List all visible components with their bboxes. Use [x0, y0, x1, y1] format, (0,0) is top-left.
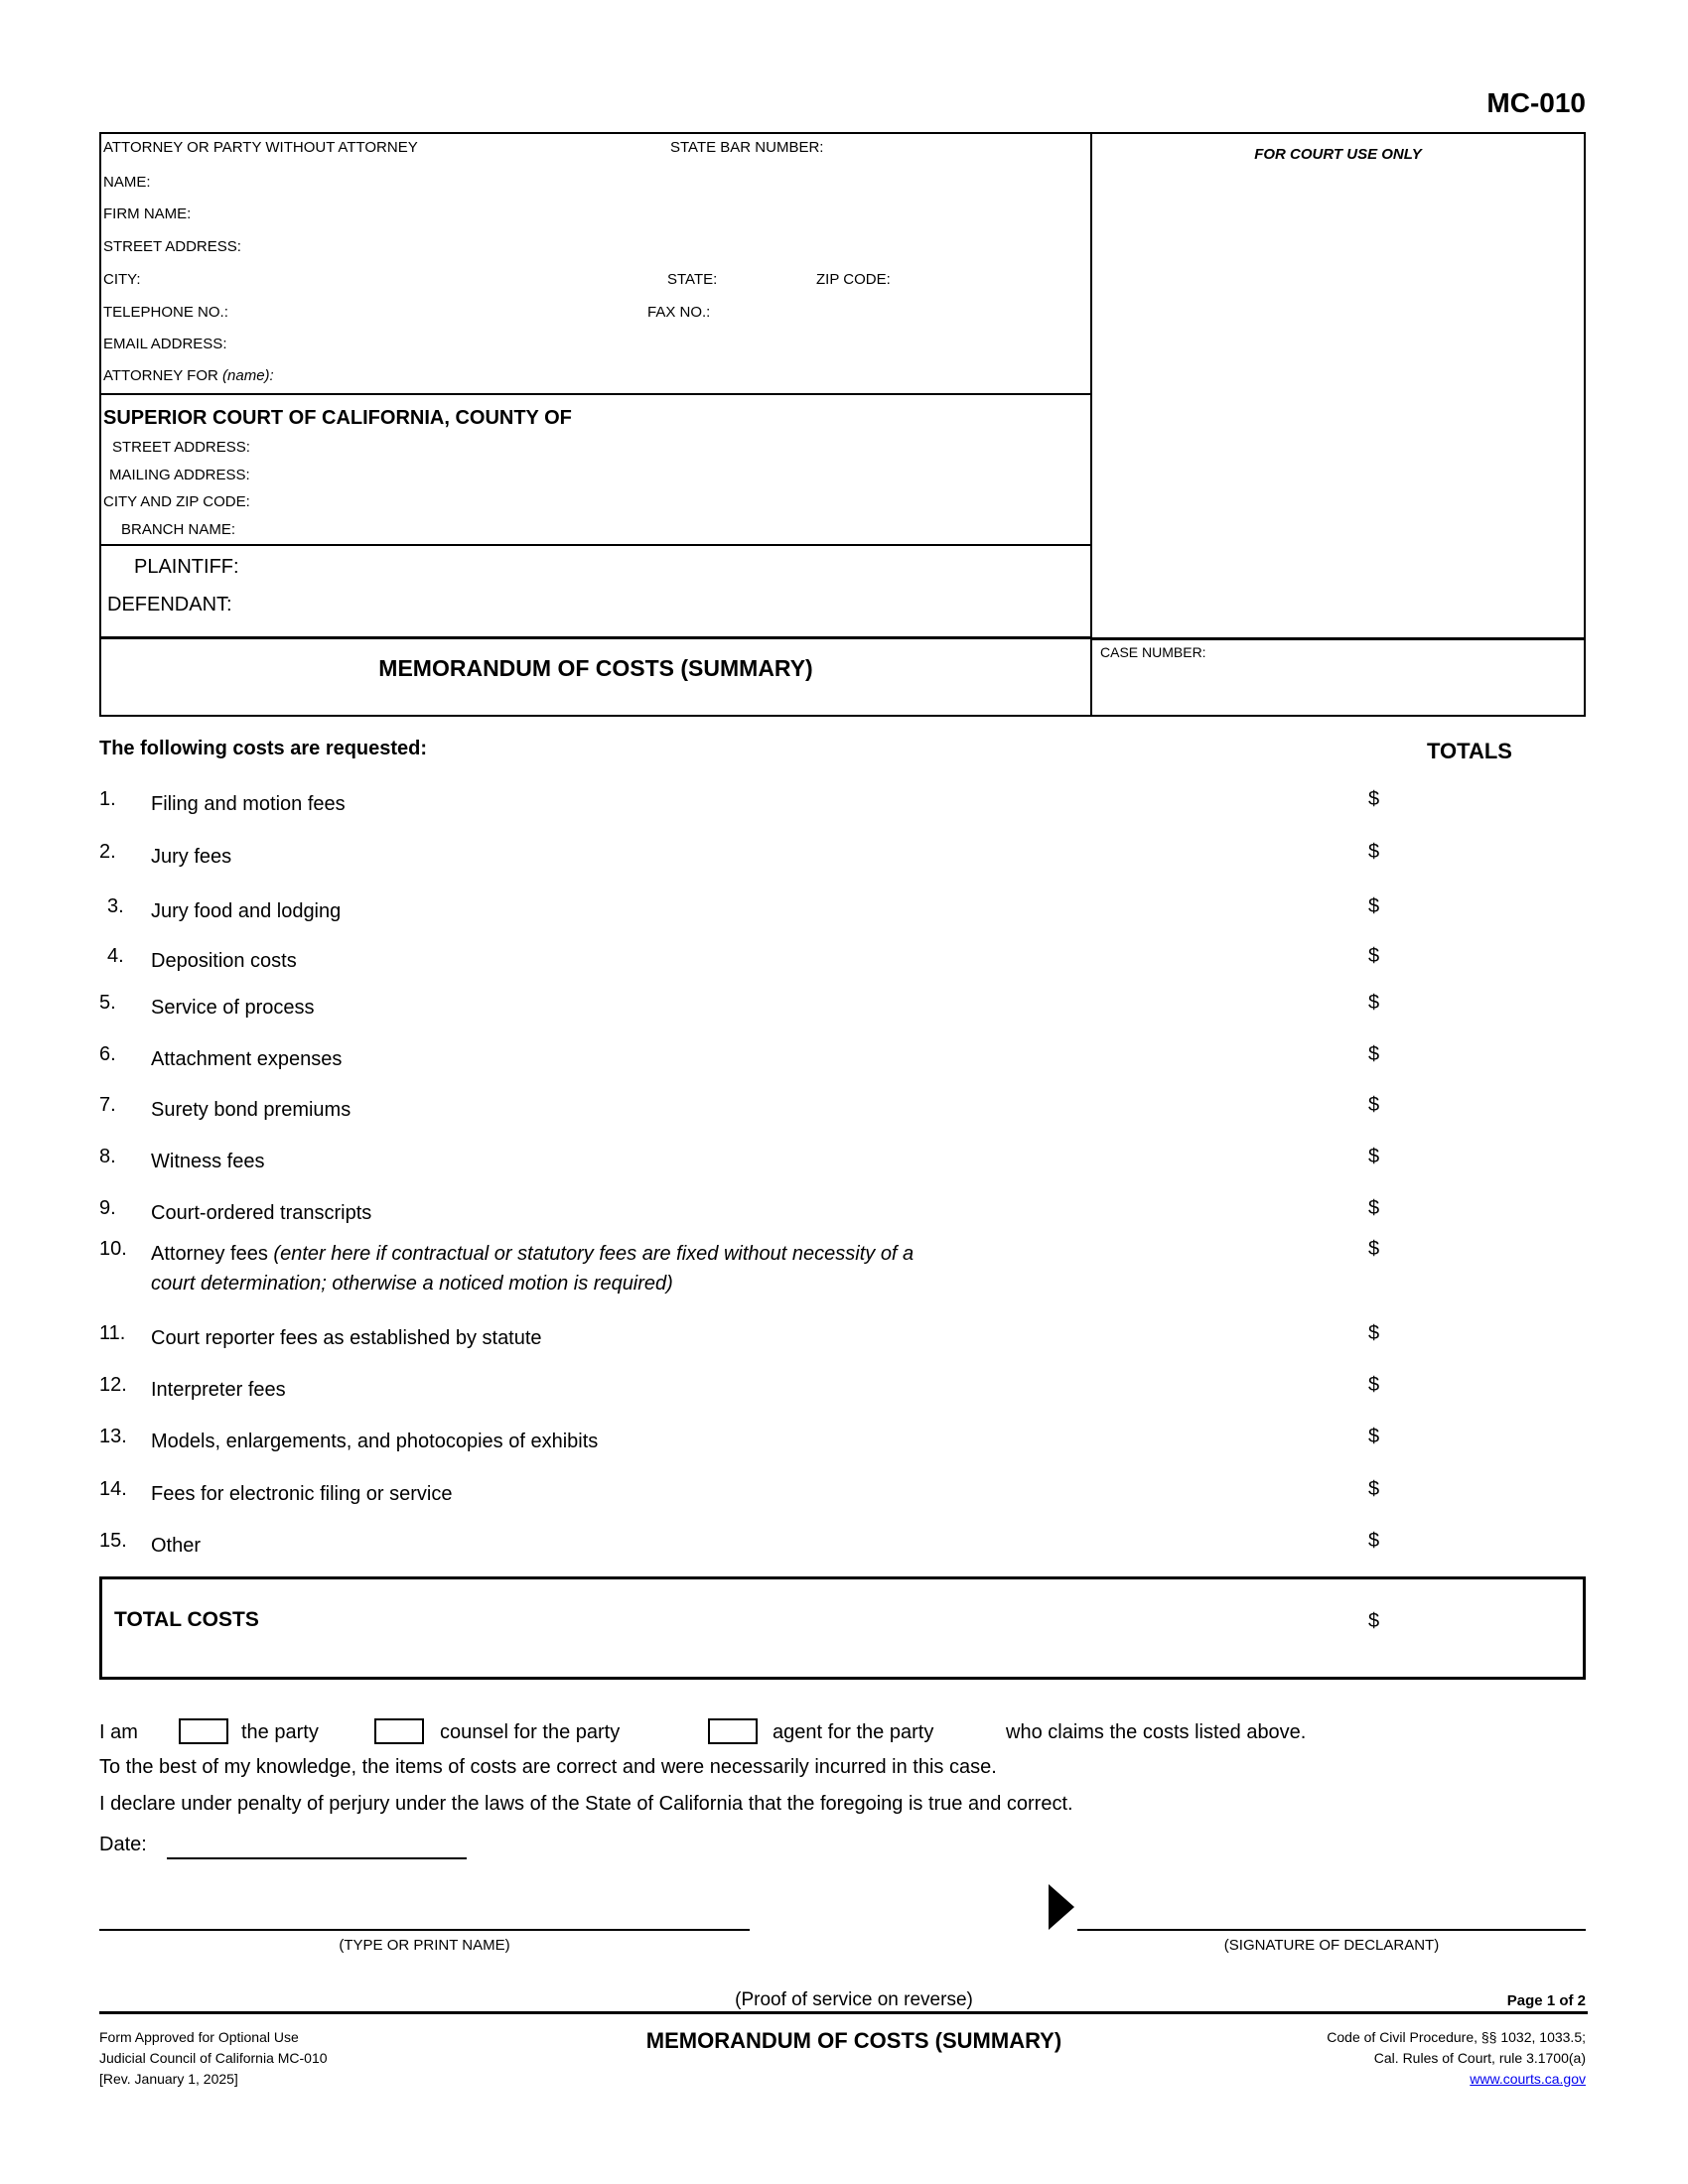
cost-item-amount-field[interactable]: $ [1368, 992, 1380, 1014]
cost-item-number: 15. [99, 1530, 127, 1552]
cost-item-label: Attachment expenses [151, 1048, 343, 1070]
cost-item-label: Service of process [151, 997, 315, 1019]
cost-item-amount-field[interactable]: $ [1368, 1094, 1380, 1116]
date-input-line[interactable] [167, 1857, 467, 1859]
cost-item-number: 3. [107, 895, 124, 917]
checkbox-the-party[interactable] [179, 1718, 228, 1744]
zip-code-label: ZIP CODE: [816, 271, 891, 288]
case-number-label: CASE NUMBER: [1100, 644, 1206, 660]
form-code: MC-010 [1486, 87, 1586, 118]
court-branch-label: BRANCH NAME: [121, 521, 236, 538]
footer-form-approval [99, 2027, 328, 2090]
cost-item-amount-field[interactable]: $ [1368, 1043, 1380, 1065]
page-number: Page 1 of 2 [1506, 1992, 1586, 2009]
court-street-address-label: STREET ADDRESS: [112, 439, 250, 456]
proof-of-service-note: (Proof of service on reverse) [735, 1989, 973, 2010]
footer-approval-line: Form Approved for Optional Use [99, 2029, 299, 2045]
form-title-box [101, 639, 1090, 711]
cost-item-number: 1. [99, 788, 116, 810]
footer-approval-line: Judicial Council of California MC-010 [99, 2050, 328, 2066]
cost-item-amount-field[interactable]: $ [1368, 895, 1380, 917]
case-number-box[interactable] [1092, 640, 1584, 713]
total-costs-box [99, 1576, 1586, 1680]
attorney-info-box[interactable] [101, 134, 1090, 395]
cost-item-amount-field[interactable]: $ [1368, 1478, 1380, 1500]
footer-statute-line: Cal. Rules of Court, rule 3.1700(a) [1373, 2050, 1586, 2066]
total-costs-label: TOTAL COSTS [114, 1608, 259, 1631]
cost-item-label: Interpreter fees [151, 1379, 286, 1401]
cost-item-number: 6. [99, 1043, 116, 1065]
cost-item-label: Court-ordered transcripts [151, 1202, 372, 1224]
cost-item-amount-field[interactable]: $ [1368, 1146, 1380, 1167]
cost-item-label: Other [151, 1535, 202, 1557]
cost-item-number: 13. [99, 1426, 127, 1447]
city-label: CITY: [103, 271, 141, 288]
parties-box[interactable] [101, 546, 1090, 639]
for-court-use-label: FOR COURT USE ONLY [1254, 146, 1422, 163]
court-city-zip-label: CITY AND ZIP CODE: [103, 493, 250, 510]
cost-item-label: Filing and motion fees [151, 793, 346, 815]
cost-item-number: 11. [99, 1322, 126, 1344]
who-claims-text: who claims the costs listed above. [1006, 1721, 1307, 1743]
cost-item-number: 10. [99, 1238, 127, 1260]
footer-divider [99, 2011, 1588, 2014]
checkbox-counsel-for-party[interactable] [374, 1718, 424, 1744]
cost-item-amount-field[interactable]: $ [1368, 1530, 1380, 1552]
costs-intro: The following costs are requested: [99, 738, 428, 759]
cost-item-number: 5. [99, 992, 116, 1014]
type-print-name-line[interactable] [99, 1929, 750, 1931]
street-address-label: STREET ADDRESS: [103, 238, 241, 255]
signature-line[interactable] [1077, 1929, 1586, 1931]
form-title: MEMORANDUM OF COSTS (SUMMARY) [378, 655, 813, 681]
cost-item-label: Models, enlargements, and photocopies of exhibits [151, 1431, 599, 1452]
type-print-name-caption: (TYPE OR PRINT NAME) [339, 1937, 510, 1954]
footer-statute-line: Code of Civil Procedure, §§ 1032, 1033.5; [1327, 2029, 1586, 2045]
attorney-for-name-label: (name): [222, 367, 274, 384]
signature-caption: (SIGNATURE OF DECLARANT) [1223, 1937, 1440, 1954]
state-label: STATE: [667, 271, 718, 288]
cost-item-number: 12. [99, 1374, 127, 1396]
cost-item-amount-field[interactable]: $ [1368, 945, 1380, 967]
date-label: Date: [99, 1834, 147, 1855]
cost-item-number: 14. [99, 1478, 127, 1500]
cost-item-number: 9. [99, 1197, 116, 1219]
cost-item-amount-field[interactable]: $ [1368, 841, 1380, 863]
cost-item-amount-field[interactable]: $ [1368, 1374, 1380, 1396]
cost-item-amount-field[interactable]: $ [1368, 788, 1380, 810]
footer-form-title: MEMORANDUM OF COSTS (SUMMARY) [645, 2028, 1062, 2053]
caption-table [99, 132, 1586, 717]
cost-item-label: Witness fees [151, 1151, 265, 1172]
signature-arrow-icon [1049, 1884, 1074, 1930]
cost-item-label: Court reporter fees as established by statute [151, 1327, 542, 1349]
plaintiff-label: PLAINTIFF: [134, 556, 239, 578]
cost-item-amount-field[interactable]: $ [1368, 1197, 1380, 1219]
cost-item-number: 2. [99, 841, 116, 863]
caption-left-column [101, 134, 1092, 715]
court-info-box[interactable] [101, 395, 1090, 546]
option-agent-label: agent for the party [773, 1721, 934, 1743]
cost-item-amount-field[interactable]: $ [1368, 1426, 1380, 1447]
for-court-use-box [1092, 134, 1584, 640]
totals-header: TOTALS [1427, 739, 1512, 763]
option-the-party-label: the party [241, 1721, 319, 1743]
cost-item-label: Attorney fees (enter here if contractual or statutory fees are fixed without necessity of a court determination; otherwise a noticed motion is required) [151, 1243, 914, 1295]
footer-legal-references [993, 2027, 1586, 2090]
cost-item-label: Surety bond premiums [151, 1099, 352, 1121]
cost-item-amount-field[interactable]: $ [1368, 1238, 1380, 1260]
defendant-label: DEFENDANT: [107, 594, 232, 615]
cost-item-label: Deposition costs [151, 950, 297, 972]
name-label: NAME: [103, 174, 151, 191]
declaration-i-am: I am [99, 1721, 138, 1743]
option-counsel-label: counsel for the party [440, 1721, 621, 1743]
court-mailing-address-label: MAILING ADDRESS: [109, 467, 250, 483]
cost-item-amount-field[interactable]: $ [1368, 1322, 1380, 1344]
cost-item-number: 8. [99, 1146, 116, 1167]
courts-website-link[interactable]: www.courts.ca.gov [1470, 2071, 1586, 2087]
checkbox-agent-for-party[interactable] [708, 1718, 758, 1744]
footer-approval-line: [Rev. January 1, 2025] [99, 2071, 238, 2087]
caption-right-column [1092, 134, 1584, 715]
fax-label: FAX NO.: [647, 304, 711, 321]
cost-item-number: 4. [107, 945, 124, 967]
telephone-label: TELEPHONE NO.: [103, 304, 228, 321]
email-label: EMAIL ADDRESS: [103, 336, 227, 352]
declaration-line-3: I declare under penalty of perjury under the laws of the State of California that the foregoing is true and correct. [99, 1793, 1073, 1815]
declaration-line-2: To the best of my knowledge, the items of costs are correct and were necessarily incurred in this case. [99, 1756, 997, 1778]
total-costs-amount-field[interactable]: $ [1368, 1610, 1380, 1632]
cost-item-label: Fees for electronic filing or service [151, 1483, 453, 1505]
firm-name-label: FIRM NAME: [103, 205, 192, 222]
cost-item-number: 7. [99, 1094, 116, 1116]
footer-statute-lines [993, 2027, 1586, 2069]
state-bar-number-label: STATE BAR NUMBER: [670, 139, 824, 156]
cost-item-label: Jury food and lodging [151, 900, 342, 922]
attorney-for-label: ATTORNEY FOR (name): [103, 367, 274, 384]
superior-court-header: SUPERIOR COURT OF CALIFORNIA, COUNTY OF [103, 407, 572, 429]
cost-item-label: Jury fees [151, 846, 232, 868]
attorney-header-label: ATTORNEY OR PARTY WITHOUT ATTORNEY [103, 139, 418, 156]
